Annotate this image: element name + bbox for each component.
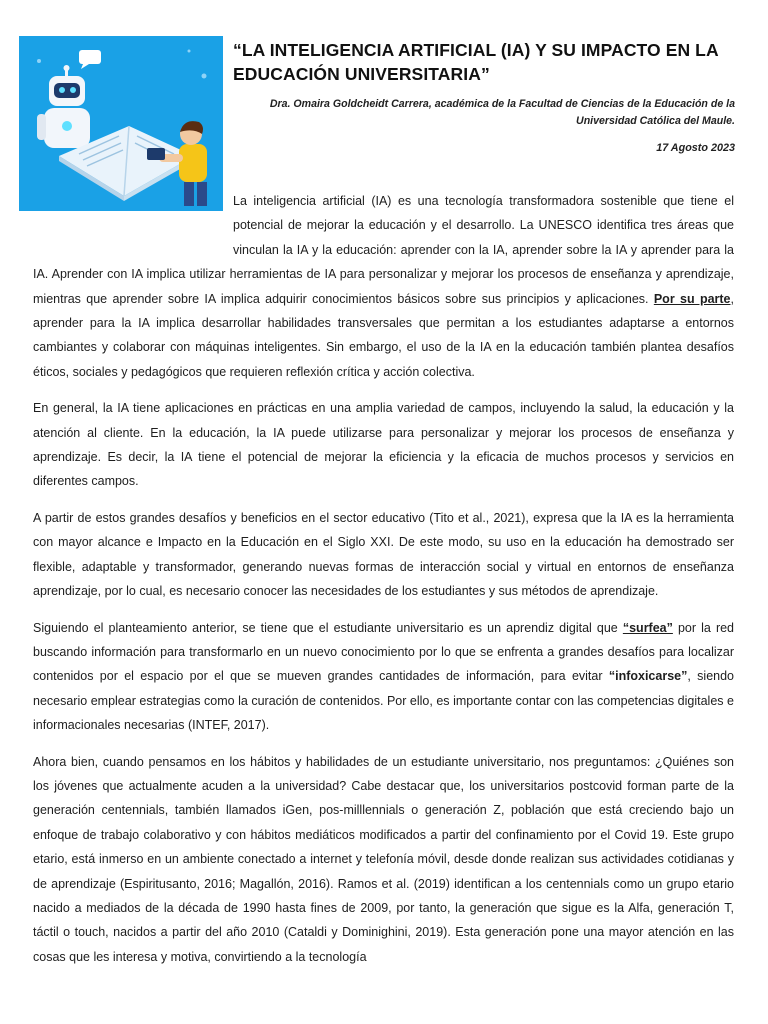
publication-date: 17 Agosto 2023 (656, 142, 735, 154)
paragraph-4-text-a: Siguiendo el planteamiento anterior, se tiene que el estudiante universitario es un aprendiz digital que (33, 620, 623, 635)
article-body (33, 189, 734, 981)
image-wrap-spacer (33, 189, 233, 257)
paragraph-2: En general, la IA tiene aplicaciones en prácticas en una amplia variedad de campos, incluyendo la salud, la educación y la atención al cliente. En la educación, la IA puede utilizarse para personalizar y mejorar los procesos de enseñanza y aprendizaje. Es decir, la IA tiene el potencial de mejorar la eficiencia y la eficacia de muchos procesos y servicios en diferentes campos. (33, 401, 734, 489)
robot-reading-student-illustration (19, 36, 223, 211)
por-su-parte-link[interactable]: Por su parte (653, 291, 731, 306)
paragraph-4-text-c: , siendo necesario emplear estrategias como la curación de contenidos. Por ello, es importante contar con las competencias digitales e informacionales necesarias (INTEF, 2017). (33, 669, 734, 733)
paragraph-5: Ahora bien, cuando pensamos en los hábitos y habilidades de un estudiante universitario, nos preguntamos: ¿Quiénes son los jóvenes que actualmente acuden a la universidad? Cabe destacar que, los universitarios postcovid forman parte de la generación centennials, también llamados iGen, pos-milllennials o generación Z, población que está creciendo bajo un enfoque de trabajo colaborativo y con hábitos mediáticos modificados a partir del confinamiento por el Covid 19. Este grupo etario, está inmerso en un ambiente conectado a internet y telefonía móvil, desde donde realizan sus actividades cotidianas y de aprendizaje (Espiritusanto, 2016; Magallón, 2016). Ramos et al. (2019) identifican a los centennials como un grupo etario nacido a mediados de la década de 1990 hasta fines de 2009, por tanto, la generación que sigue es la Alfa, generación T, táctil o touch, nacidos a partir del año 2010 (Cataldi y Dominighini, 2019). Esta generación pone una mayor atención en las cosas que les interesa y motiva, convirtiendo a la tecnología (33, 754, 734, 964)
paragraph-4-text-b: por la red buscando información para transformarlo en un nuevo conocimiento por lo que se enfrenta a grandes desafíos para localizar contenidos por el espacio por el que se mueven grandes cantidades de información, para evitar (33, 620, 735, 684)
illustration-svg (19, 36, 223, 211)
robot-icon (37, 65, 90, 148)
paragraph-3: A partir de estos grandes desafíos y beneficios en el sector educativo (Tito et al., 2021), expresa que la IA es la herramienta con mayor alcance e Impacto en la Educación en el Siglo XXI. De este modo, su uso en la educación ha demostrado ser flexible, adaptable y transformador, generando nuevas formas de interacción social y virtual en entornos de enseñanza aprendizaje, por lo cual, es necesario conocer las necesidades de los estudiantes y sus métodos de aprendizaje. (33, 510, 734, 599)
document-title: “LA INTELIGENCIA ARTIFICIAL (IA) Y SU IMPACTO EN LA EDUCACIÓN UNIVERSITARIA” (233, 40, 719, 84)
author-line: Dra. Omaira Goldcheidt Carrera, académica de la Facultad de Ciencias de la Educación de la Universidad Católica del Maule. (269, 98, 735, 127)
speech-bubble-icon (79, 50, 101, 64)
surfea-term: “surfea” (622, 620, 673, 635)
paragraph-4 (33, 616, 734, 738)
infoxicarse-term: “infoxicarse” (608, 669, 688, 684)
paragraph-1-text: La inteligencia artificial (IA) es una tecnología transformadora sostenible que tiene el potencial de mejorar la educación y el desarrollo. La UNESCO identifica tres áreas que vinculan la IA y la educación: aprender con la IA, aprender sobre la IA y aprender para la IA. Aprender con IA implica utilizar herramientas de IA para personalizar y mejorar los procesos de enseñanza y aprendizaje, mientras que aprender sobre IA implica adquirir conocimientos básicos sobre sus principios y aplicaciones. (33, 194, 734, 306)
paragraph-1-rest: , aprender para la IA implica desarrollar habilidades transversales que permitan a los estudiantes adaptarse a entornos cambiantes y colaborar con máquinas inteligentes. Sin embargo, el uso de la IA en la educación también plantea desafíos éticos, sociales y pedagógicos que requieren reflexión crítica y acción colectiva. (33, 291, 734, 379)
